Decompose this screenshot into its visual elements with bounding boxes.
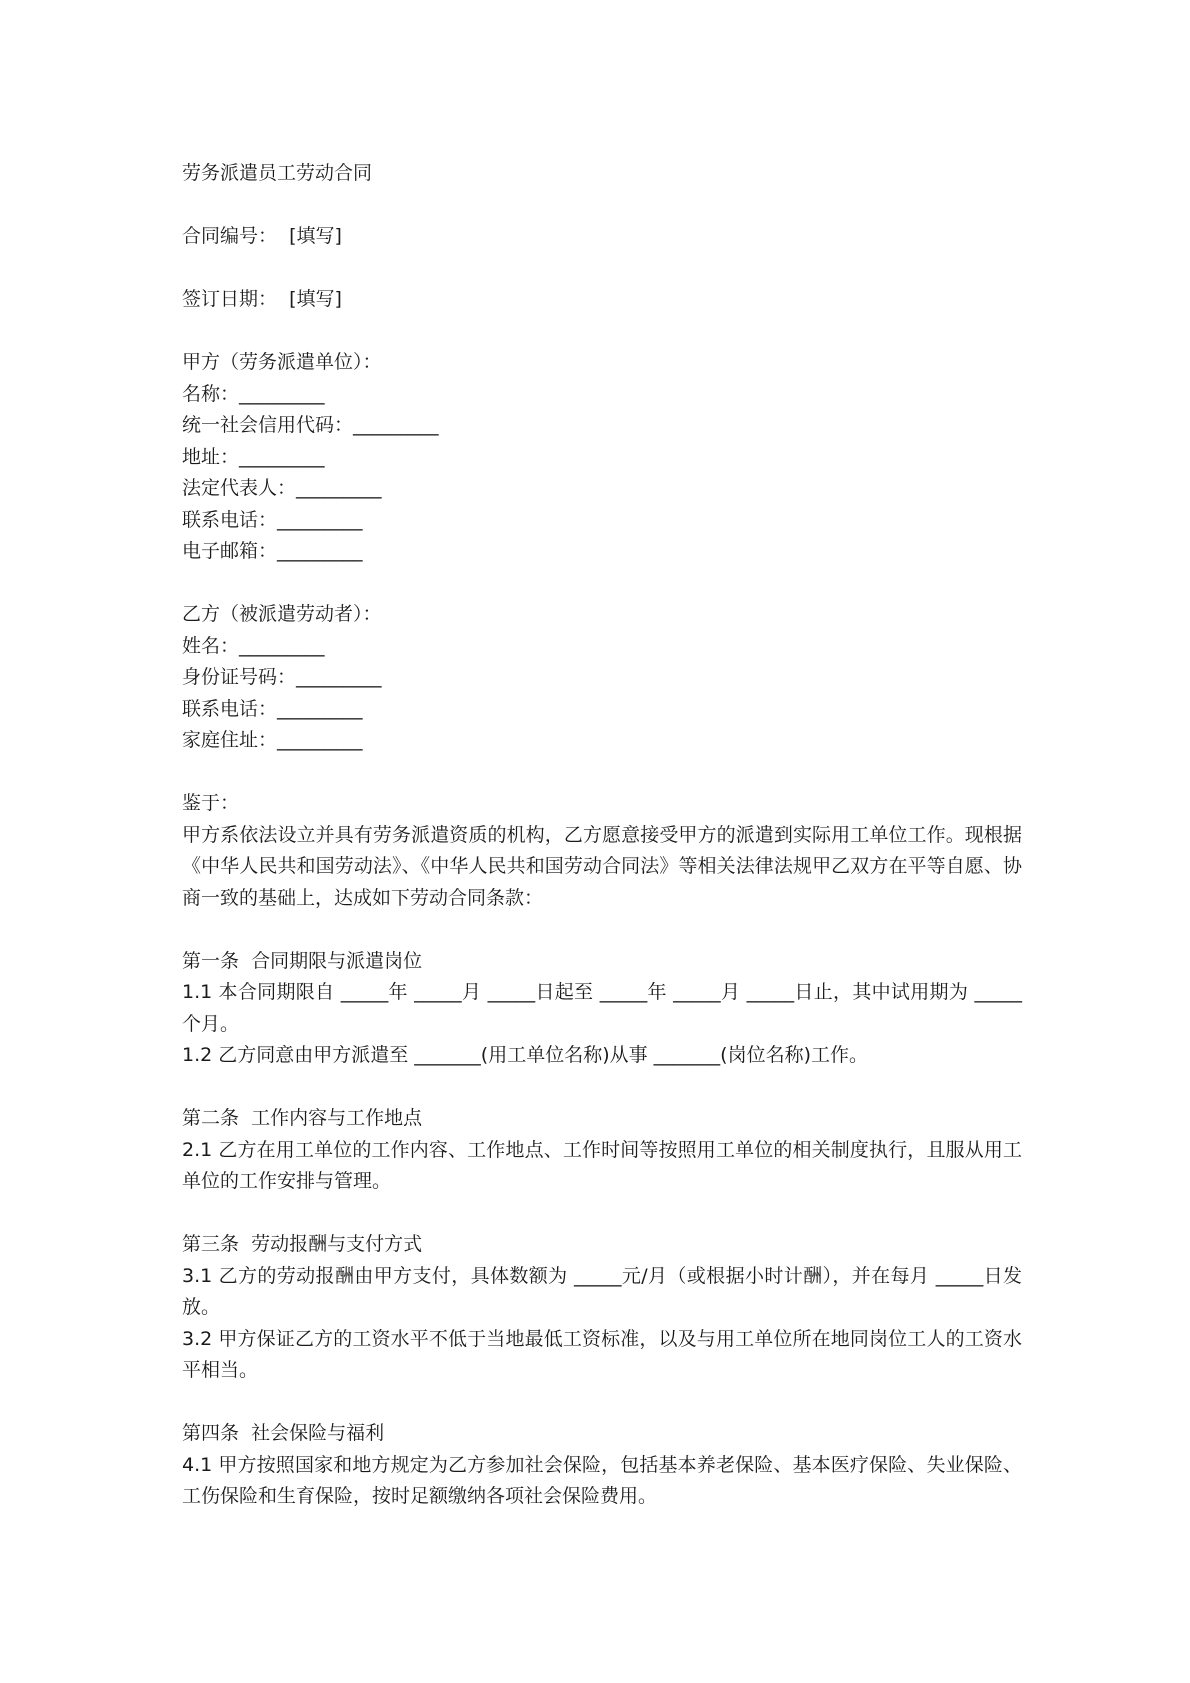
article-3 bbox=[182, 1229, 1022, 1387]
article-heading: 第二条 工作内容与工作地点 bbox=[182, 1107, 423, 1129]
party-b-name-field: 姓名：_________ bbox=[182, 634, 325, 657]
party-b-heading: 乙方（被派遣劳动者）： bbox=[182, 603, 382, 625]
party-b-phone-field: 联系电话：_________ bbox=[182, 697, 363, 720]
clause-1-1: 1.1 本合同期限自 _____年 _____月 _____日起至 _____年 _____月 _____日止，其中试用期为 _____个月。 bbox=[182, 981, 1022, 1035]
sign-date: 签订日期： [填写] bbox=[182, 288, 342, 310]
clause-3-2: 3.2 甲方保证乙方的工资水平不低于当地最低工资标准，以及与用工单位所在地同岗位工人的工资水平相当。 bbox=[182, 1327, 1022, 1381]
whereas-heading: 鉴于： bbox=[182, 792, 240, 814]
party-a-legal-rep-field: 法定代表人：_________ bbox=[182, 477, 382, 499]
clause-1-2: 1.2 乙方同意由甲方派遣至 _______(用工单位名称)从事 _______(岗位名称)工作。 bbox=[182, 1044, 868, 1066]
contract-page bbox=[182, 158, 1022, 1513]
party-a-phone-field: 联系电话：_________ bbox=[182, 508, 363, 531]
party-b-section bbox=[182, 599, 1022, 757]
article-1 bbox=[182, 946, 1022, 1072]
party-a-heading: 甲方（劳务派遣单位）： bbox=[182, 351, 382, 373]
article-2 bbox=[182, 1103, 1022, 1198]
clause-3-1: 3.1 乙方的劳动报酬由甲方支付，具体数额为 _____元/月（或根据小时计酬），并在每月 _____日发放。 bbox=[182, 1264, 1022, 1318]
party-a-email-field: 电子邮箱：_________ bbox=[182, 540, 363, 562]
party-a-address-field: 地址：_________ bbox=[182, 445, 325, 468]
clause-2-1: 2.1 乙方在用工单位的工作内容、工作地点、工作时间等按照用工单位的相关制度执行，且服从用工单位的工作安排与管理。 bbox=[182, 1138, 1022, 1192]
party-a-name-field: 名称：_________ bbox=[182, 382, 325, 405]
article-heading: 第三条 劳动报酬与支付方式 bbox=[182, 1233, 423, 1255]
party-b-id-field: 身份证号码：_________ bbox=[182, 666, 382, 688]
party-a-section bbox=[182, 347, 1022, 568]
clause-4-1: 4.1 甲方按照国家和地方规定为乙方参加社会保险，包括基本养老保险、基本医疗保险、失业保险、工伤保险和生育保险，按时足额缴纳各项社会保险费用。 bbox=[182, 1453, 1022, 1507]
whereas-section bbox=[182, 788, 1022, 914]
article-heading: 第一条 合同期限与派遣岗位 bbox=[182, 949, 423, 972]
article-4 bbox=[182, 1418, 1022, 1513]
whereas-text: 甲方系依法设立并具有劳务派遣资质的机构，乙方愿意接受甲方的派遣到实际用工单位工作。现根据《中华人民共和国劳动法》、《中华人民共和国劳动合同法》等相关法律法规甲乙双方在平等自愿、协商一致的基础上，达成如下劳动合同条款： bbox=[182, 823, 1022, 909]
party-a-credit-code-field: 统一社会信用代码：_________ bbox=[182, 414, 439, 436]
article-heading: 第四条 社会保险与福利 bbox=[182, 1422, 385, 1444]
contract-number: 合同编号： [填写] bbox=[182, 225, 342, 247]
party-b-address-field: 家庭住址：_________ bbox=[182, 729, 363, 751]
document-title: 劳务派遣员工劳动合同 bbox=[182, 162, 373, 184]
